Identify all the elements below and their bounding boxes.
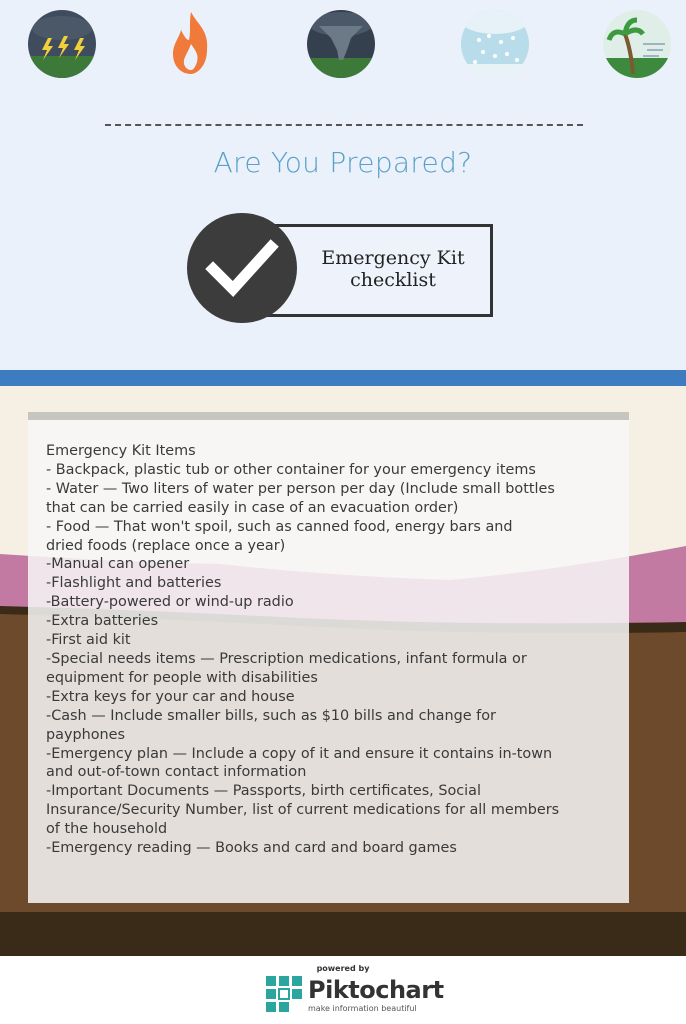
kit-list-line: and out-of-town contact information: [46, 764, 307, 781]
checkmark-badge: [187, 213, 297, 323]
footer: [0, 956, 686, 1024]
kit-list-line: - Backpack, plastic tub or other container for your emergency items: [46, 461, 536, 478]
powered-by-label: powered by: [316, 964, 370, 973]
checklist-title-line2: checklist: [350, 269, 436, 291]
piktochart-logo-icon: [266, 976, 302, 1012]
kit-list-line: -Manual can opener: [46, 556, 190, 573]
kit-items-list: [46, 442, 626, 858]
kit-list-line: -Flashlight and batteries: [46, 575, 222, 592]
dashed-divider: [105, 124, 583, 126]
kit-list-line: - Water — Two liters of water per person per day (Include small bottles: [46, 480, 555, 497]
headline: Are You Prepared?: [213, 146, 473, 179]
kit-list-line: dried foods (replace once a year): [46, 537, 286, 554]
tornado-icon: [307, 10, 375, 78]
blue-band: [0, 370, 686, 386]
disaster-icon-row: [0, 10, 686, 80]
snowstorm-icon: [461, 10, 529, 78]
kit-list-line: -Extra keys for your car and house: [46, 688, 295, 705]
kit-list-line: -Emergency plan — Include a copy of it and ensure it contains in-town: [46, 745, 553, 762]
kit-list-line: -Battery-powered or wind-up radio: [46, 594, 294, 611]
kit-list-line: - Food — That won't spoil, such as canned food, energy bars and: [46, 518, 513, 535]
kit-list-line: -Extra batteries: [46, 613, 159, 630]
windstorm-icon: [603, 10, 671, 78]
checkmark-icon: [187, 213, 297, 323]
checklist-title: [308, 247, 478, 291]
kit-list-line: payphones: [46, 726, 126, 743]
kit-list-line: -Important Documents — Passports, birth certificates, Social: [46, 783, 482, 800]
kit-list-heading: Emergency Kit Items: [46, 443, 196, 459]
kit-list-line: equipment for people with disabilities: [46, 669, 318, 686]
kit-list-line: Insurance/Security Number, list of current medications for all members: [46, 802, 560, 819]
checklist-title-line1: Emergency Kit: [321, 247, 465, 269]
lightning-storm-icon: [28, 10, 96, 78]
kit-list-line: -Emergency reading — Books and card and board games: [46, 840, 457, 857]
top-section: [0, 0, 686, 370]
kit-section: [0, 386, 686, 956]
piktochart-wordmark[interactable]: Piktochart: [308, 976, 444, 1004]
kit-card: [28, 412, 629, 903]
kit-list-line: -First aid kit: [46, 632, 131, 649]
piktochart-tagline: make information beautiful: [308, 1004, 417, 1013]
fire-icon: [157, 10, 225, 78]
kit-list-line: that can be carried easily in case of an evacuation order): [46, 499, 459, 516]
kit-list-line: of the household: [46, 821, 168, 838]
kit-list-line: -Special needs items — Prescription medications, infant formula or: [46, 650, 527, 667]
kit-list-line: -Cash — Include smaller bills, such as $10 bills and change for: [46, 707, 496, 724]
